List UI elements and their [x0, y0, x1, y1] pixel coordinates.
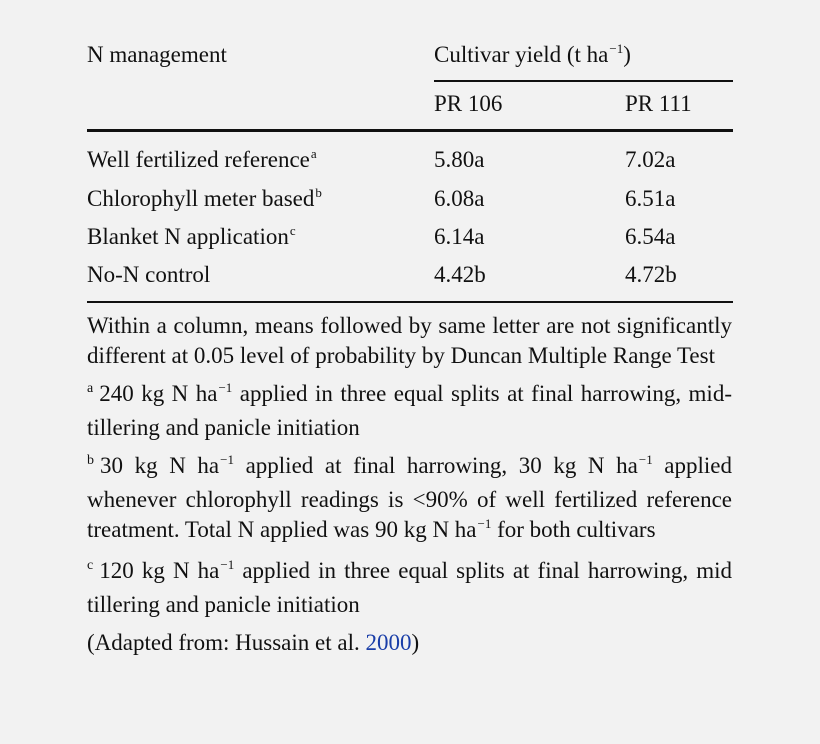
header-group-rule: [434, 80, 733, 82]
footnote-b-exponent-3: −1: [477, 516, 492, 531]
row-label: [87, 261, 210, 289]
footnote-b-text-1: 30 kg N ha: [100, 453, 220, 478]
header-close-paren: ): [623, 42, 631, 67]
footnote-a-text-rest: applied in three equal splits at final harrowing, mid-tillering and panicle initiation: [87, 381, 732, 440]
row-pr106-value: 6.14a: [434, 224, 485, 249]
citation-year-link[interactable]: 2000: [365, 630, 412, 655]
footnote-a-mark: a: [87, 381, 94, 396]
row-pr106-value: 6.08a: [434, 186, 485, 211]
footnote-c-mark: c: [87, 558, 94, 573]
footnote-b: [87, 451, 732, 548]
header-unit-exponent: −1: [609, 41, 624, 56]
header-cultivar-yield: [434, 41, 631, 72]
header-pr111: PR 111: [625, 91, 692, 116]
header-bottom-rule: [87, 129, 733, 132]
header-cultivar-yield-text: Cultivar yield (t ha: [434, 42, 609, 67]
footnote-c-text: 120 kg N ha: [99, 558, 220, 583]
row-pr106-value: 5.80a: [434, 147, 485, 172]
row-footnote-mark: c: [289, 223, 296, 238]
footnote-b-text-2: applied at final harrowing, 30 kg N ha: [233, 453, 638, 478]
row-pr106-value: 4.42b: [434, 262, 486, 287]
footnote-general: Within a column, means followed by same letter are not significantly different at 0.05 level of probability by Duncan Multiple Range Test: [87, 313, 732, 368]
row-pr111-value: 4.72b: [625, 262, 677, 287]
footnote-c-text-rest: applied in three equal splits at final harrowing, mid tillering and panicle initiation: [87, 558, 732, 617]
row-pr111-value: 7.02a: [625, 147, 676, 172]
row-label-text: Chlorophyll meter based: [87, 186, 315, 211]
footnote-a: [87, 379, 732, 443]
row-label: [87, 185, 322, 216]
footnote-b-mark: b: [87, 453, 94, 468]
footnote-c-exponent: −1: [220, 557, 235, 572]
footnotes: [87, 311, 732, 658]
source-citation-close: ): [411, 630, 420, 655]
footnote-b-exponent-2: −1: [638, 452, 653, 467]
footnote-b-exponent-1: −1: [220, 452, 234, 467]
row-label: [87, 146, 317, 177]
source-citation-text: (Adapted from: Hussain et al.: [87, 630, 366, 655]
source-citation: [87, 628, 732, 658]
row-label-text: Well fertilized reference: [87, 147, 310, 172]
header-pr106: PR 106: [434, 91, 503, 116]
header-n-management: N management: [87, 42, 227, 67]
row-pr111-value: 6.54a: [625, 224, 676, 249]
row-footnote-mark: a: [310, 146, 317, 161]
row-label-text: No-N control: [87, 262, 211, 287]
footnote-c: [87, 556, 732, 620]
footnote-a-exponent: −1: [218, 380, 233, 395]
footnote-b-text-4: for both cultivars: [491, 517, 656, 542]
row-label-text: Blanket N application: [87, 224, 289, 249]
footnote-a-text: 240 kg N ha: [99, 381, 218, 406]
footnote-b-text-3: applied whenever chlorophyll readings is <90% of well fertilized reference treatment. Total N applied was 90 kg N ha: [87, 453, 733, 542]
row-footnote-mark: b: [315, 185, 322, 200]
row-label: [87, 223, 296, 254]
table-bottom-rule: [87, 301, 733, 303]
row-pr111-value: 6.51a: [625, 186, 676, 211]
